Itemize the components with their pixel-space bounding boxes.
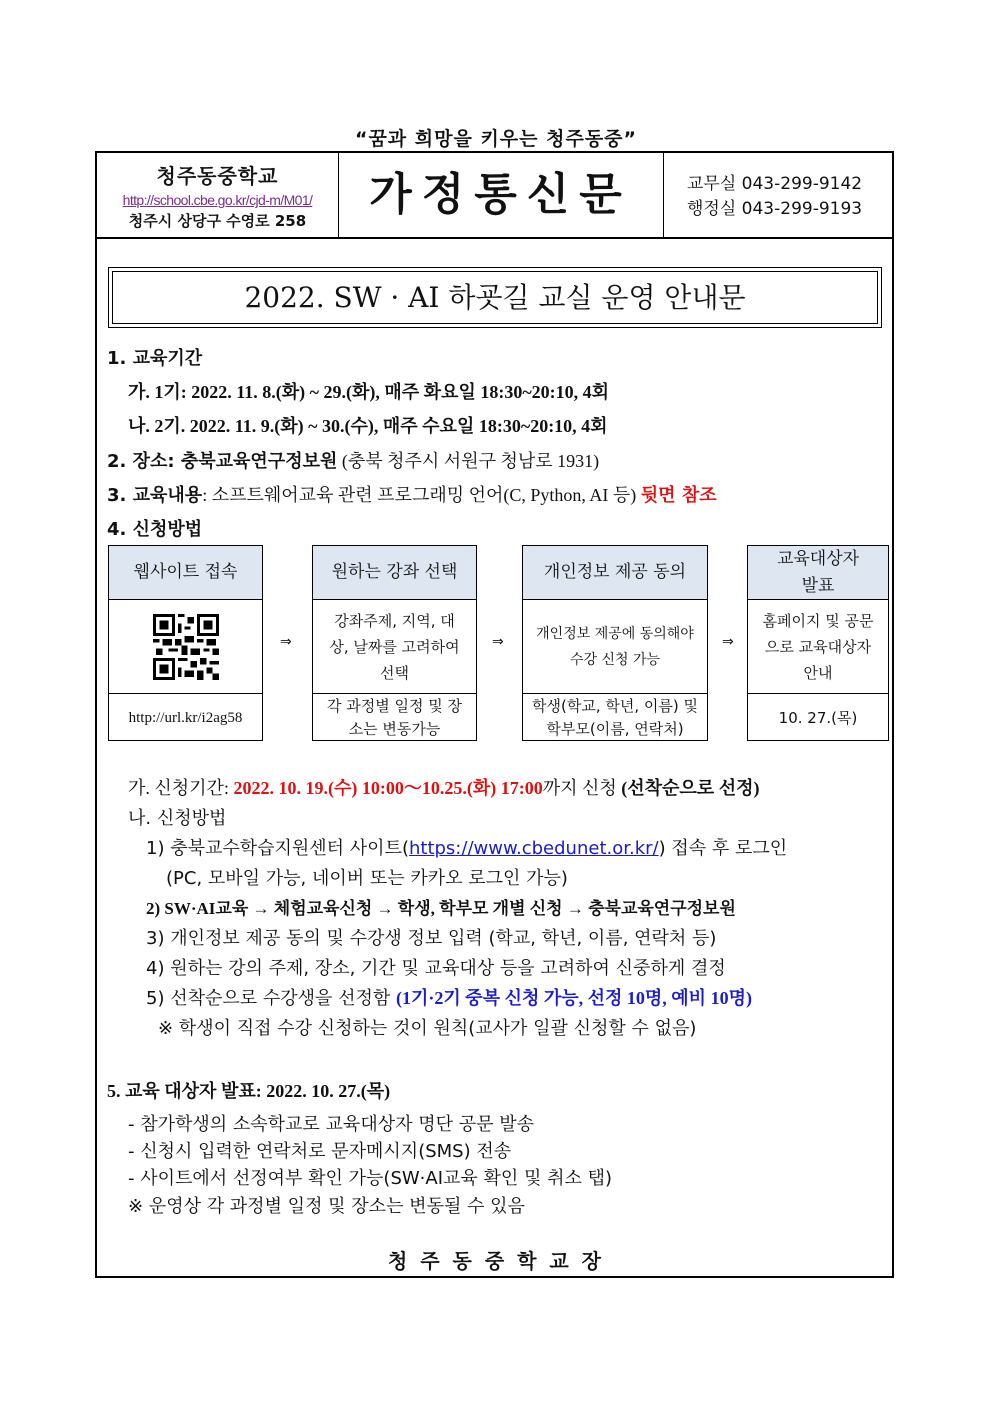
step-announce-head: 교육대상자 발표 — [748, 546, 888, 600]
section5-title: 5. 교육 대상자 발표: 2022. 10. 27.(목) — [107, 1081, 391, 1101]
step-course-head: 원하는 강좌 선택 — [313, 546, 476, 600]
contact-cell — [663, 153, 892, 237]
arrow-icon: ⇒ — [722, 634, 734, 650]
method-step-3: 3) 개인정보 제공 동의 및 수강생 정보 입력 (학교, 학년, 이름, 연락처 등) — [146, 928, 717, 949]
step-website-url[interactable]: http://url.kr/i2ag58 — [128, 709, 243, 726]
apply-period-label: 가. 신청기간: — [128, 778, 234, 798]
apply-period-tail: 까지 신청 — [542, 778, 622, 798]
phone-admin: 행정실 043-299-9193 — [687, 199, 863, 219]
method-step-1-tail: ) 접속 후 로그인 — [658, 838, 788, 859]
principal-signature: 청 주 동 중 학 교 장 — [387, 1249, 605, 1273]
apply-period-note: (선착순으로 선정) — [621, 778, 760, 798]
school-address: 청주시 상당구 수영로 258 — [128, 212, 307, 230]
section4-title: 4. 신청방법 — [107, 519, 203, 540]
newsletter-title: 가정통신문 — [369, 169, 632, 220]
document-title-box — [108, 267, 882, 328]
school-url-link[interactable]: http://school.cbe.go.kr/cjd-m/M01/ — [122, 192, 313, 208]
method-step-5-text: 5) 선착순으로 수강생을 선정함 — [146, 988, 397, 1009]
apply-period — [128, 774, 759, 800]
step-consent-body: 개인정보 제공에 동의해야 수강 신청 가능 — [523, 600, 707, 694]
document-title: 2022. SW · AI 하굣길 교실 운영 안내문 — [112, 271, 878, 324]
section5-line-3: - 사이트에서 선정여부 확인 가능(SW·AI교육 확인 및 취소 탭) — [128, 1168, 613, 1189]
method-step-1 — [146, 834, 787, 860]
step-course — [312, 545, 477, 741]
step-announce-foot: 10. 27.(목) — [778, 708, 858, 727]
method-step-1-note: (PC, 모바일 가능, 네이버 또는 카카오 로그인 가능) — [166, 868, 568, 889]
header-table — [97, 153, 892, 239]
apply-warning: ※ 학생이 직접 수강 신청하는 것이 원칙(교사가 일괄 신청할 수 없음) — [158, 1018, 697, 1039]
step-consent-head: 개인정보 제공 동의 — [523, 546, 707, 600]
phone-academic: 교무실 043-299-9142 — [687, 174, 863, 194]
section3-reference: 뒷면 참조 — [640, 485, 717, 506]
cbedunet-link[interactable]: https://www.cbedunet.or.kr/ — [408, 838, 659, 859]
method-step-5 — [146, 984, 752, 1010]
section1-title: 1. 교육기간 — [107, 348, 203, 369]
step-website — [108, 545, 263, 741]
section2-detail: (충북 청주시 서원구 청남로 1931) — [337, 451, 600, 471]
section3 — [107, 481, 717, 507]
section3-label: 3. 교육내용 — [107, 485, 203, 506]
section5-note: ※ 운영상 각 과정별 일정 및 장소는 변동될 수 있음 — [128, 1196, 525, 1217]
method-title: 나. 신청방법 — [128, 808, 227, 829]
step-announce — [747, 545, 889, 741]
motto: “꿈과 희망을 키우는 청주동중” — [354, 128, 638, 150]
school-name: 청주동중학교 — [156, 164, 279, 188]
section1-item-b: 나. 2기. 2022. 11. 9.(화) ~ 30.(수), 매주 수요일 18:30~20:10, 4회 — [128, 416, 608, 436]
step-consent-foot: 학생(학교, 학년, 이름) 및 학부모(이름, 연락처) — [532, 697, 698, 738]
method-step-5-note: (1기·2기 중복 신청 가능, 선정 10명, 예비 10명) — [396, 988, 752, 1008]
section5-line-2: - 신청시 입력한 연락처로 문자메시지(SMS) 전송 — [128, 1141, 512, 1162]
section3-detail: : 소프트웨어교육 관련 프로그래밍 언어(C, Python, AI 등) — [202, 485, 641, 505]
method-step-1-text: 1) 충북교수학습지원센터 사이트( — [146, 838, 409, 859]
school-info-cell — [97, 153, 339, 237]
step-announce-body: 홈페이지 및 공문으로 교육대상자 안내 — [748, 600, 888, 694]
apply-period-value: 2022. 10. 19.(수) 10:00～10.25.(화) 17:00 — [233, 778, 543, 798]
step-course-foot: 각 과정별 일정 및 장소는 변동가능 — [327, 697, 462, 738]
step-consent — [522, 545, 708, 741]
section1-item-a: 가. 1기: 2022. 11. 8.(화) ~ 29.(화), 매주 화요일 18:30~20:10, 4회 — [128, 382, 610, 402]
section5-line-1: - 참가학생의 소속학교로 교육대상자 명단 공문 발송 — [128, 1114, 534, 1135]
arrow-icon: ⇒ — [492, 634, 504, 650]
step-course-body: 강좌주제, 지역, 대상, 날짜를 고려하여 선택 — [313, 600, 476, 694]
arrow-icon: ⇒ — [280, 634, 292, 650]
step-website-qr-cell — [109, 600, 262, 694]
method-step-4: 4) 원하는 강의 주제, 장소, 기간 및 교육대상 등을 고려하여 신중하게 결정 — [146, 958, 726, 979]
section2-label: 2. 장소: 충북교육연구정보원 — [107, 451, 338, 472]
method-step-2: 2) SW·AI교육 → 체험교육신청 → 학생, 학부모 개별 신청 → 충북교육연구정보원 — [146, 899, 736, 918]
step-website-head: 웹사이트 접속 — [109, 546, 262, 600]
section2 — [107, 447, 599, 473]
title-cell — [338, 153, 664, 237]
qr-code-icon[interactable] — [153, 614, 219, 680]
